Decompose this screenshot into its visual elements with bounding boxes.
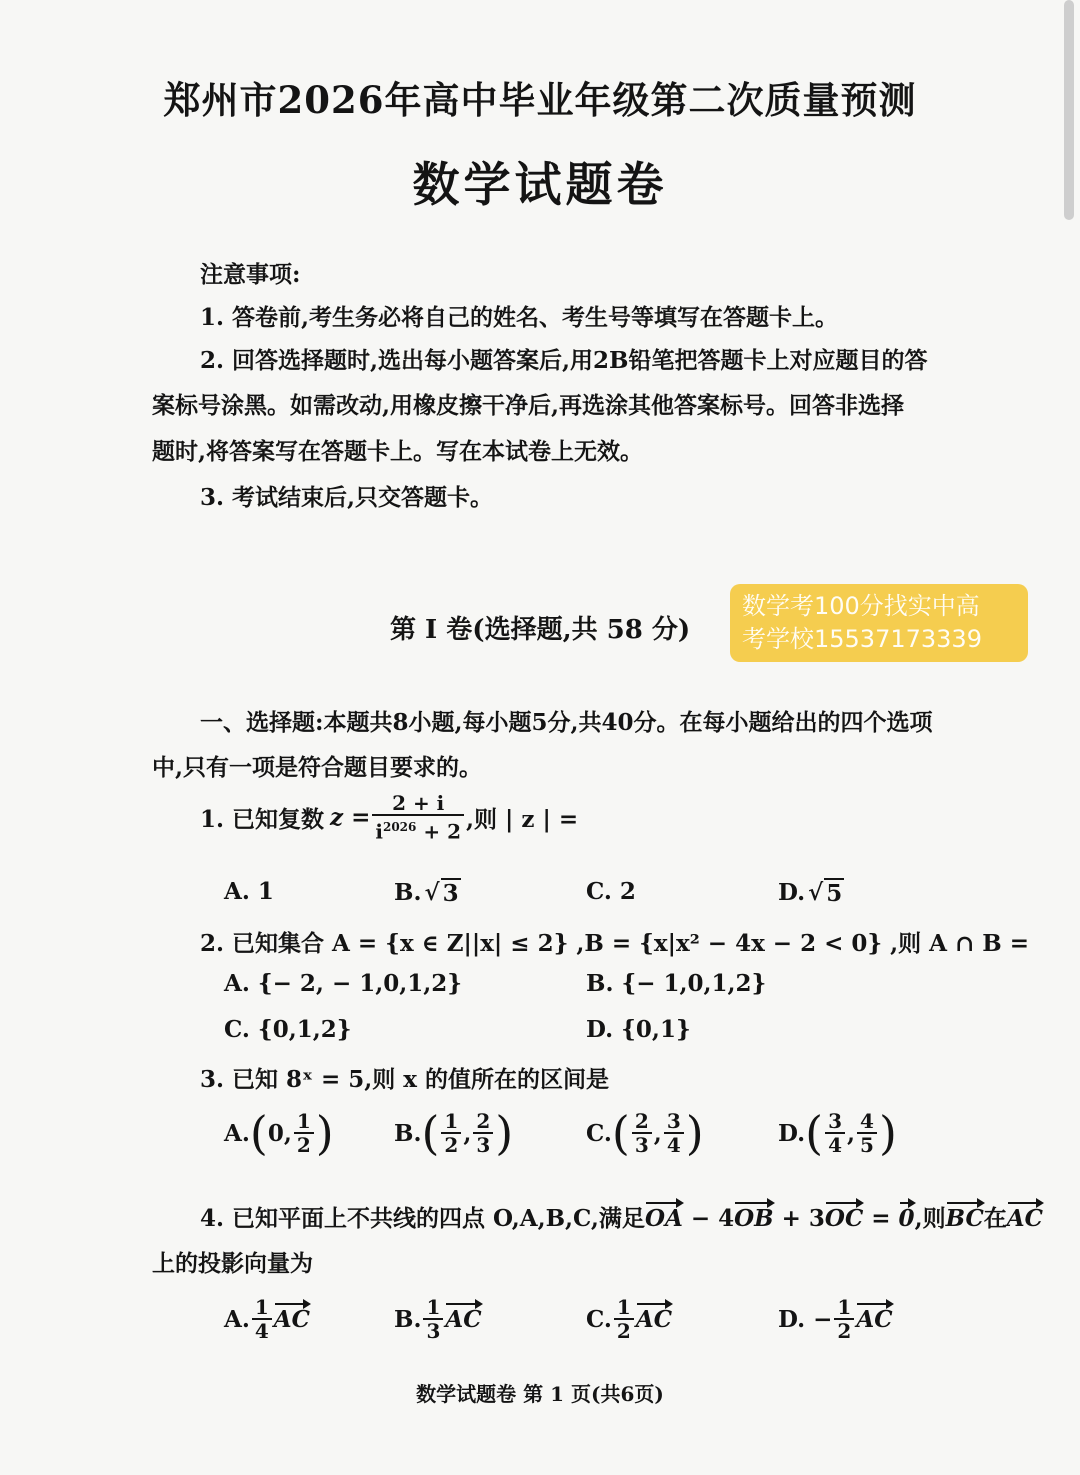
q4-stem-text: 4. 已知平面上不共线的四点 O,A,B,C,满足: [200, 1205, 645, 1232]
q4-a-num: 1: [254, 1295, 269, 1319]
q3-d-num1: 3: [828, 1109, 843, 1133]
question-4-stem: [200, 1200, 1043, 1233]
q4-c-vector: AC: [635, 1305, 672, 1333]
watermark-line-2: 考学校15537173339: [742, 625, 982, 653]
q4-in: 在: [983, 1205, 1007, 1232]
q3-b-den2: 3: [473, 1132, 493, 1156]
q4-option-d[interactable]: [778, 1296, 893, 1342]
question-4-line-2: 上的投影向量为: [152, 1250, 313, 1277]
q3-option-d-label: D.: [778, 1119, 806, 1147]
q1-option-d-radicand: 5: [826, 880, 843, 907]
q4-equals: =: [863, 1205, 899, 1232]
q3-d-den2: 5: [857, 1132, 877, 1156]
q1-option-d[interactable]: D. √ 5: [778, 879, 843, 907]
question-2-stem: 2. 已知集合 A = {x ∈ Z||x| ≤ 2} ,B = {x|x² − 4x − 2 < 0} ,则 A ∩ B =: [200, 930, 1030, 957]
q3-option-a[interactable]: A. ( 0, $\frac{1}{2}$ ): [224, 1106, 334, 1160]
q1-den-tail: + 2: [416, 819, 461, 844]
q3-b-den1: 2: [441, 1132, 461, 1156]
q4-option-b[interactable]: [394, 1296, 482, 1342]
q1-option-b-label: B.: [394, 879, 422, 906]
q4-then: ,则: [914, 1205, 946, 1232]
q4-plus3: + 3: [773, 1205, 825, 1232]
watermark-line-1: 数学考100分找实中高: [742, 592, 980, 620]
q3-option-c[interactable]: C. ( $\frac{2}{3}$ , $\frac{3}{4}$ ): [586, 1106, 704, 1160]
q3-option-b[interactable]: B. ( $\frac{1}{2}$ , $\frac{2}{3}$ ): [394, 1106, 514, 1160]
page-footer: 数学试题卷 第 1 页(共6页): [416, 1382, 664, 1406]
q4-vector-oc: OC: [824, 1205, 864, 1232]
q4-vector-ac: AC: [1006, 1205, 1043, 1232]
q3-option-a-label: A.: [224, 1119, 250, 1147]
q4-b-den: 3: [423, 1318, 443, 1342]
notice-item-2-line-2: 案标号涂黑。如需改动,用橡皮擦干净后,再选涂其他答案标号。回答非选择: [152, 392, 905, 419]
q4-option-c[interactable]: [586, 1296, 672, 1342]
q1-den-base: i: [375, 819, 383, 844]
q3-b-num1: 1: [444, 1109, 459, 1133]
q2-option-a[interactable]: A. {− 2, − 1,0,1,2}: [224, 970, 463, 997]
q1-option-b-radicand: 3: [442, 880, 459, 907]
q1-suffix: ,则 | z | =: [466, 805, 579, 833]
q2-option-b[interactable]: B. {− 1,0,1,2}: [586, 970, 767, 997]
q3-option-d[interactable]: D. ( $\frac{3}{4}$ , $\frac{4}{5}$ ): [778, 1106, 897, 1160]
q3-c-den1: 3: [632, 1132, 652, 1156]
q4-a-den: 4: [252, 1318, 272, 1342]
question-3-stem: 3. 已知 8ˣ = 5,则 x 的值所在的区间是: [200, 1066, 609, 1093]
q1-denominator: [372, 814, 464, 843]
paper-subtitle: 数学试题卷: [412, 158, 668, 213]
q3-a-den: 2: [294, 1132, 314, 1156]
notice-item-3: 3. 考试结束后,只交答题卡。: [200, 484, 494, 511]
q1-option-b[interactable]: B. √ 3: [394, 879, 459, 907]
q1-prefix: 1. 已知复数: [200, 805, 325, 833]
q3-c-num2: 3: [666, 1109, 681, 1133]
notice-heading: 注意事项:: [200, 261, 301, 288]
q1-fraction: [372, 792, 464, 843]
q4-d-den: 2: [834, 1318, 854, 1342]
q3-b-num2: 2: [476, 1109, 491, 1133]
q3-c-den2: 4: [664, 1132, 684, 1156]
q4-option-d-label: D. −: [778, 1305, 833, 1333]
question-1-stem: [200, 792, 578, 843]
part1-instruction-line-2: 中,只有一项是符合题目要求的。: [152, 754, 483, 781]
q4-b-num: 1: [426, 1295, 441, 1319]
q1-option-a[interactable]: A. 1: [224, 878, 274, 905]
q4-c-num: 1: [616, 1295, 631, 1319]
q2-option-c[interactable]: C. {0,1,2}: [224, 1016, 352, 1043]
q4-a-vector: AC: [273, 1305, 310, 1333]
q3-d-den1: 4: [825, 1132, 845, 1156]
q4-vector-bc: BC: [945, 1205, 984, 1232]
q4-minus4: − 4: [682, 1205, 735, 1232]
q4-option-a-label: A.: [224, 1305, 250, 1333]
q4-vector-oa: OA: [644, 1205, 683, 1232]
q1-var: z =: [330, 803, 371, 831]
watermark-ad: [730, 584, 1028, 662]
q3-option-c-label: C.: [586, 1119, 612, 1147]
q1-den-exp: 2026: [382, 820, 417, 834]
notice-item-1: 1. 答卷前,考生务必将自己的姓名、考生号等填写在答题卡上。: [200, 304, 839, 331]
q1-numerator: 2 + i: [392, 791, 445, 815]
q4-b-vector: AC: [445, 1305, 482, 1333]
q3-d-num2: 4: [860, 1109, 874, 1133]
q4-d-num: 1: [837, 1295, 852, 1319]
q4-d-vector: AC: [856, 1305, 893, 1333]
notice-item-2-line-3: 题时,将答案写在答题卡上。写在本试卷上无效。: [152, 438, 644, 465]
q1-option-c[interactable]: C. 2: [586, 878, 636, 905]
q4-vector-ob: OB: [734, 1205, 774, 1232]
q3-option-b-label: B.: [394, 1119, 422, 1147]
q4-option-b-label: B.: [394, 1305, 422, 1333]
exam-title: 郑州市2026年高中毕业年级第二次质量预测: [163, 78, 917, 122]
q3-c-num1: 2: [634, 1109, 649, 1133]
q3-option-a-left: 0,: [267, 1119, 292, 1147]
part1-instruction-line-1: 一、选择题:本题共8小题,每小题5分,共40分。在每小题给出的四个选项: [200, 709, 933, 736]
q2-option-d[interactable]: D. {0,1}: [586, 1016, 691, 1043]
q4-option-a[interactable]: [224, 1296, 310, 1342]
q1-option-d-label: D.: [778, 879, 806, 906]
notice-item-2-line-1: 2. 回答选择题时,选出每小题答案后,用2B铅笔把答题卡上对应题目的答: [200, 347, 928, 374]
q3-a-num: 1: [296, 1109, 311, 1133]
q4-vector-zero: 0: [898, 1205, 915, 1232]
q4-option-c-label: C.: [586, 1305, 612, 1333]
q4-c-den: 2: [614, 1318, 634, 1342]
section-title: 第 I 卷(选择题,共 58 分): [390, 615, 691, 645]
